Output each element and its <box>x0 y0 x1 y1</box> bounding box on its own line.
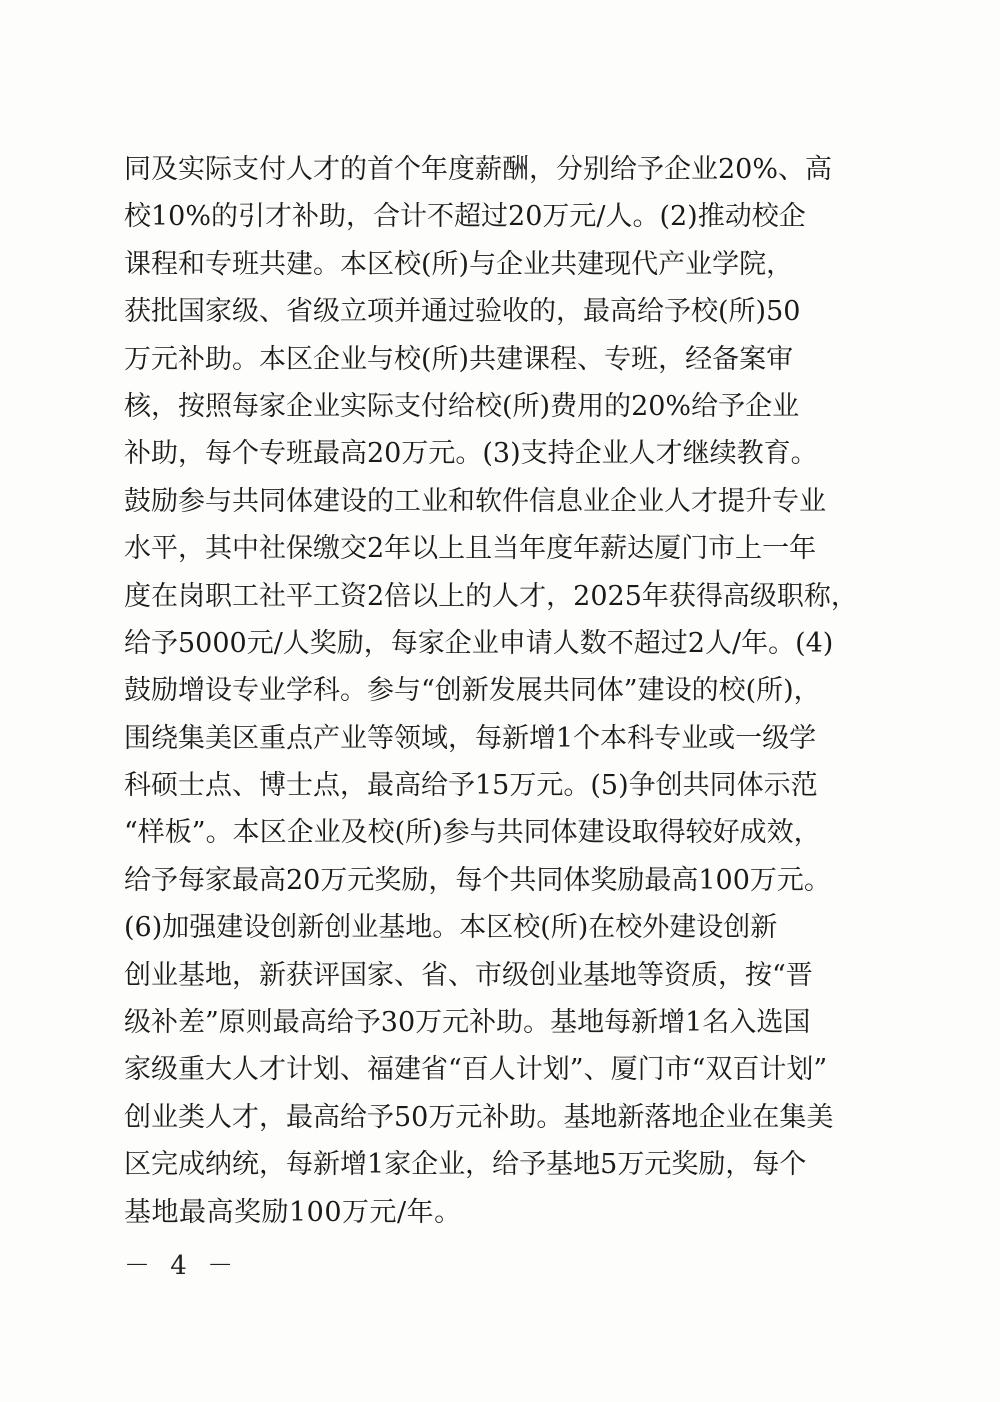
text-line: 校10%的引才补助，合计不超过20万元/人。(2)推动校企 <box>124 201 806 233</box>
text-line: 基地最高奖励100万元/年。 <box>124 1196 462 1228</box>
text-line: 核，按照每家企业实际支付给校(所)费用的20%给予企业 <box>124 390 800 422</box>
text-line: 课程和专班共建。本区校(所)与企业共建现代产业学院， <box>124 248 794 280</box>
text-line: 获批国家级、省级立项并通过验收的，最高给予校(所)50 <box>124 296 801 328</box>
text-line: 鼓励增设专业学科。参与“创新发展共同体”建设的校(所)， <box>124 675 821 707</box>
text-line: 给予5000元/人奖励，每家企业申请人数不超过2人/年。(4) <box>124 627 834 659</box>
text-line: 同及实际支付人才的首个年度薪酬，分别给予企业20%、高 <box>124 154 833 185</box>
text-line: 创业基地，新获评国家、省、市级创业基地等资质，按“晋 <box>124 959 813 991</box>
page-number: － 4 － <box>124 1251 240 1281</box>
text-line: 科硕士点、博士点，最高给予15万元。(5)争创共同体示范 <box>124 770 818 802</box>
text-line: 补助，每个专班最高20万元。(3)支持企业人才继续教育。 <box>124 438 818 470</box>
text-line: 给予每家最高20万元奖励，每个共同体奖励最高100万元。 <box>124 864 831 896</box>
text-line: 鼓励参与共同体建设的工业和软件信息业企业人才提升专业 <box>124 485 826 517</box>
text-line: 创业类人才，最高给予50万元补助。基地新落地企业在集美 <box>124 1101 834 1133</box>
body-paragraph <box>124 146 876 1236</box>
text-line: (6)加强建设创新创业基地。本区校(所)在校外建设创新 <box>124 912 778 944</box>
text-line: 区完成纳统，每新增1家企业，给予基地5万元奖励，每个 <box>124 1149 807 1181</box>
text-line: 度在岗职工社平工资2倍以上的人才，2025年获得高级职称， <box>124 580 858 612</box>
text-line: 围绕集美区重点产业等领域，每新增1个本科专业或一级学 <box>124 722 817 754</box>
text-line: “样板”。本区企业及校(所)参与共同体建设取得较好成效， <box>124 817 821 849</box>
text-line: 级补差”原则最高给予30万元补助。基地每新增1名入选国 <box>124 1007 811 1039</box>
text-line: 家级重大人才计划、福建省“百人计划”、厦门市“双百计划” <box>124 1054 828 1086</box>
text-line: 水平，其中社保缴交2年以上且当年度年薪达厦门市上一年 <box>124 533 817 565</box>
text-line: 万元补助。本区企业与校(所)共建课程、专班，经备案审 <box>124 343 794 375</box>
